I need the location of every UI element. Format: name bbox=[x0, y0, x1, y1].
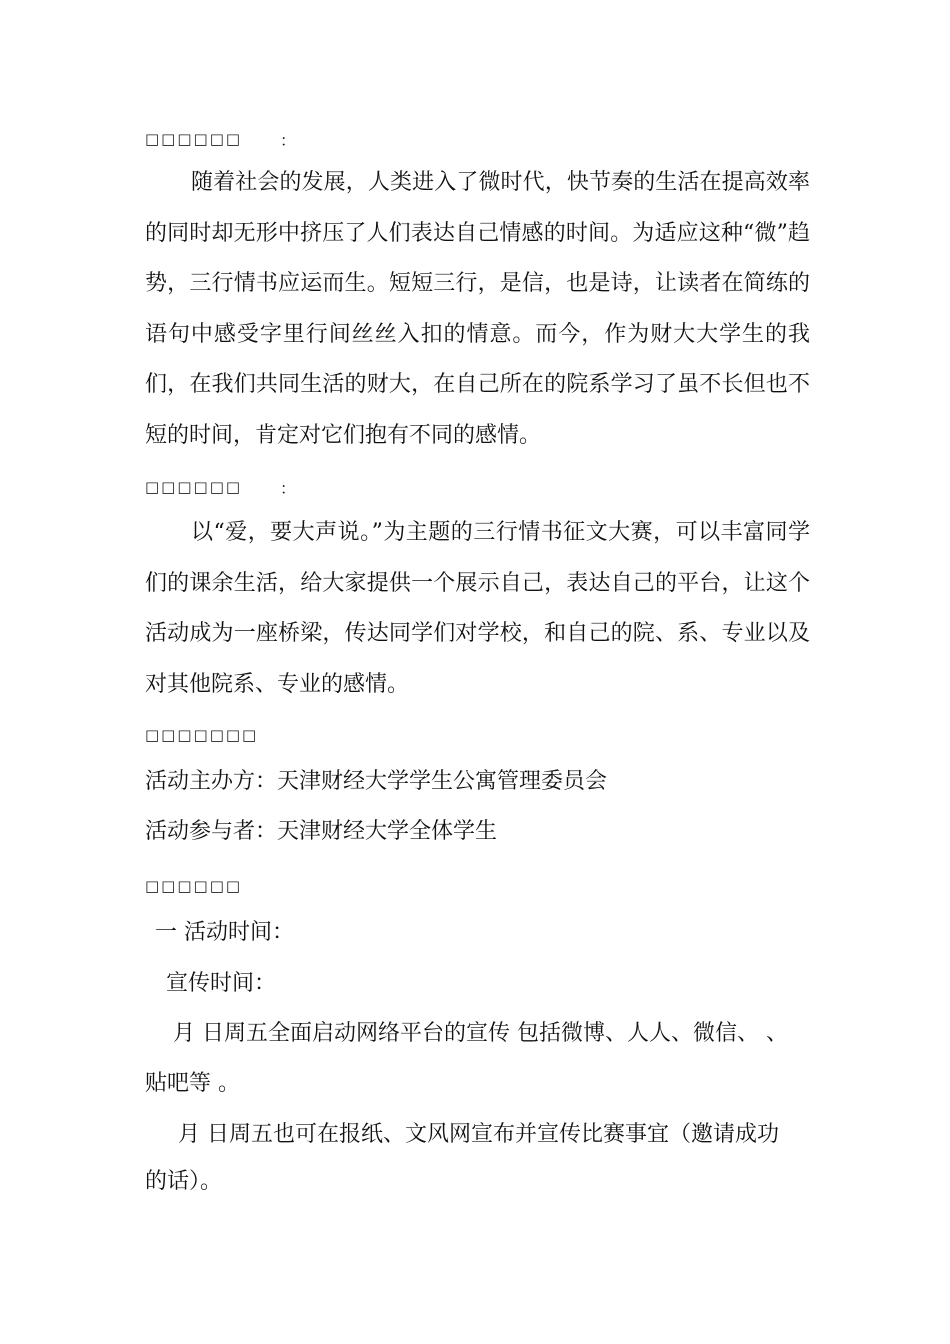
participants-line: 活动参与者：天津财经大学全体学生 bbox=[145, 819, 498, 844]
section-heading-organization: □□□□□□□ bbox=[145, 726, 259, 744]
heading-colon: ： bbox=[280, 131, 297, 150]
organizer-line: 活动主办方：天津财经大学学生公寓管理委员会 bbox=[145, 769, 608, 794]
publicity-line-2: 月 日周五也可在报纸、文风网宣布并宣传比赛事宜（邀请成功 bbox=[178, 1122, 779, 1147]
section-heading-purpose: □□□□□□ bbox=[145, 478, 243, 496]
publicity-line-2-cont: 的话）。 bbox=[145, 1169, 223, 1194]
publicity-time-label: 宣传时间： bbox=[166, 971, 277, 996]
section-heading-background: □□□□□□ bbox=[145, 130, 243, 148]
publicity-line-1: 月 日周五全面启动网络平台的宣传 包括微博、人人、微信、 、 bbox=[173, 1021, 788, 1046]
heading-colon: ： bbox=[280, 479, 297, 498]
purpose-paragraph: 以“爱，要大声说。”为主题的三行情书征文大赛，可以丰富同学们的课余生活，给大家提供一个展示自己，表达自己的平台，让这个活动成为一座桥梁，传达同学们对学校，和自己的院、系、专业以及对其他院系、专业的感情。 bbox=[145, 520, 810, 697]
background-paragraph: 随着社会的发展，人类进入了微时代，快节奏的生活在提高效率的同时却无形中挤压了人们表达自己情感的时间。为适应这种“微”趋势，三行情书应运而生。短短三行，是信，也是诗，让读者在简练的语句中感受字里行间丝丝入扣的情意。而今，作为财大大学生的我们，在我们共同生活的财大，在自己所在的院系学习了虽不长但也不短的时间，肯定对它们抱有不同的感情。 bbox=[145, 170, 810, 448]
publicity-line-1-cont: 贴吧等 。 bbox=[145, 1071, 240, 1096]
section-heading-content: □□□□□□ bbox=[145, 877, 243, 895]
activity-time-item: 一 活动时间： bbox=[155, 920, 294, 945]
